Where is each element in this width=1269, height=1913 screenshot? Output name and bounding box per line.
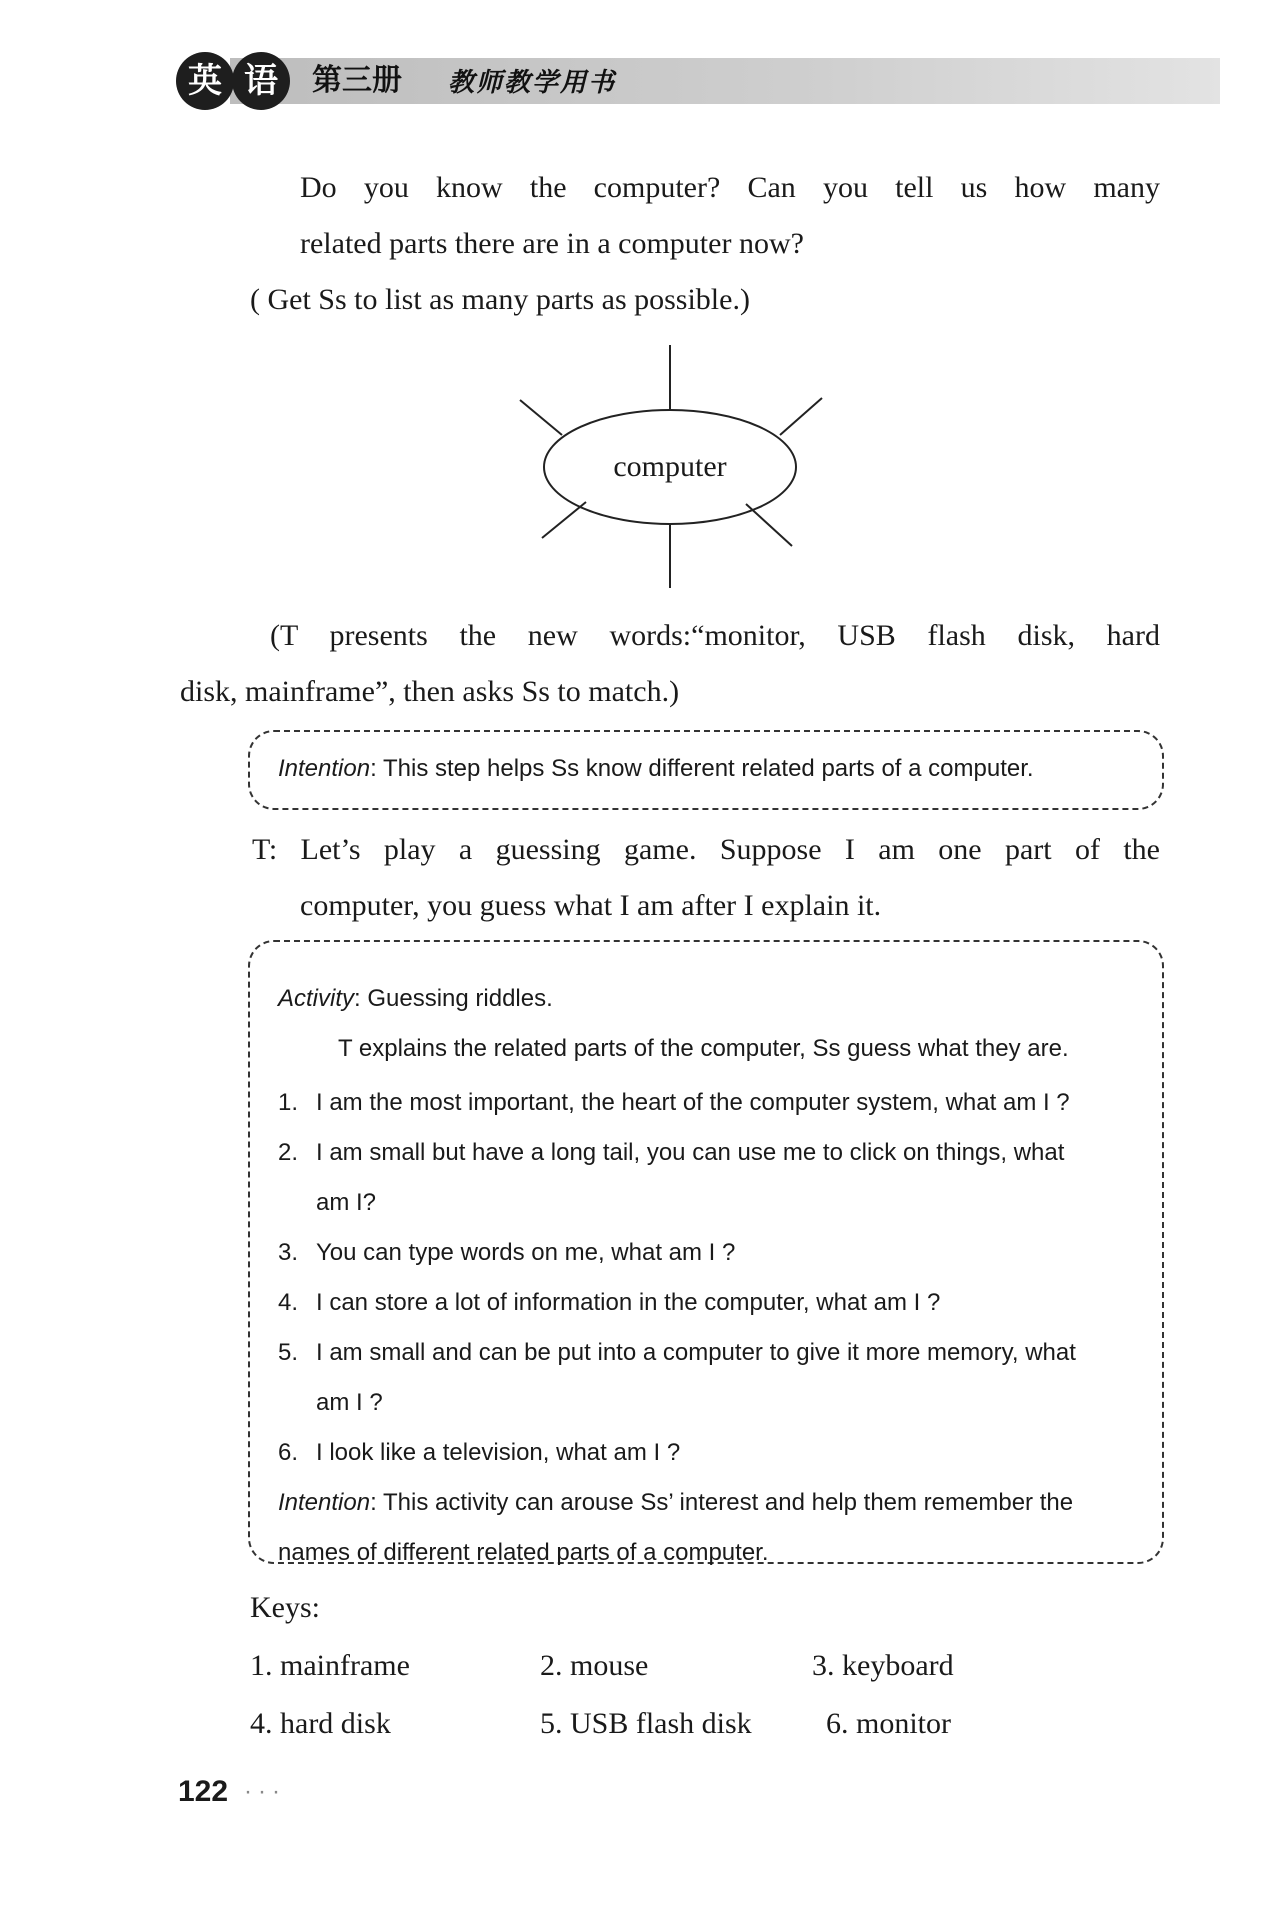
riddle-number: 1. bbox=[278, 1089, 299, 1116]
activity-intention bbox=[278, 1488, 1148, 1518]
riddle-6 bbox=[278, 1428, 1148, 1477]
riddle-text: I look like a television, what am I ? bbox=[316, 1439, 681, 1466]
header-badge-ying: 英 bbox=[176, 52, 234, 110]
riddle-text: You can type words on me, what am I ? bbox=[316, 1239, 736, 1266]
teacher-line-2: computer, you guess what I am after I explain it. bbox=[300, 889, 882, 922]
riddle-text: I am small but have a long tail, you can use me to click on things, what bbox=[316, 1139, 1065, 1166]
book-subtitle: 教师教学用书 bbox=[448, 68, 617, 98]
riddle-text: I am small and can be put into a computer to give it more memory, what bbox=[316, 1339, 1076, 1366]
intro-question bbox=[300, 160, 1160, 272]
riddle-2-continued: am I? bbox=[316, 1189, 377, 1216]
page-number: 122 bbox=[178, 1775, 229, 1808]
activity-intention-line-1: : This activity can arouse Ss’ interest and help them remember the bbox=[370, 1489, 1074, 1516]
riddle-5-continued: am I ? bbox=[316, 1389, 383, 1416]
mind-map-spoke-top-right bbox=[780, 398, 822, 435]
riddle-3 bbox=[278, 1228, 1148, 1277]
riddle-number: 6. bbox=[278, 1439, 299, 1466]
activity-label: Activity bbox=[278, 985, 355, 1012]
header-badge-yu: 语 bbox=[232, 52, 290, 110]
mind-map-spoke-top-left bbox=[520, 400, 562, 435]
riddle-text: I can store a lot of information in the computer, what am I ? bbox=[316, 1289, 941, 1316]
key-item-2: 2. mouse bbox=[540, 1649, 649, 1682]
activity-heading bbox=[278, 984, 1138, 1014]
riddle-4 bbox=[278, 1278, 1148, 1327]
book-volume-title: 第三册 bbox=[312, 63, 402, 98]
key-item-1: 1. mainframe bbox=[250, 1649, 410, 1682]
present-new-words bbox=[180, 608, 1160, 720]
activity-intention-label: Intention bbox=[278, 1489, 371, 1516]
present-line-1: (T presents the new words:“monitor, USB flash disk, hard bbox=[270, 619, 1160, 652]
keys-label: Keys: bbox=[250, 1591, 320, 1624]
activity-title: : Guessing riddles. bbox=[354, 985, 553, 1012]
present-line-2: disk, mainframe”, then asks Ss to match.) bbox=[180, 675, 680, 708]
intro-instruction: ( Get Ss to list as many parts as possible.) bbox=[250, 283, 750, 316]
riddle-number: 4. bbox=[278, 1289, 299, 1316]
activity-description: T explains the related parts of the computer, Ss guess what they are. bbox=[338, 1035, 1069, 1062]
riddle-number: 3. bbox=[278, 1239, 299, 1266]
key-item-5: 5. USB flash disk bbox=[540, 1707, 752, 1740]
riddle-text: I am the most important, the heart of the computer system, what am I ? bbox=[316, 1089, 1070, 1116]
intention-1-body: : This step helps Ss know different related parts of a computer. bbox=[370, 755, 1034, 782]
teacher-guessing-game bbox=[252, 822, 1160, 934]
activity-intention-line-2: names of different related parts of a computer. bbox=[278, 1539, 769, 1566]
mind-map-spoke-bottom-left bbox=[542, 502, 586, 538]
key-item-6: 6. monitor bbox=[826, 1707, 951, 1740]
riddle-5 bbox=[278, 1328, 1148, 1377]
key-item-4: 4. hard disk bbox=[250, 1707, 391, 1740]
intro-line-2: related parts there are in a computer now? bbox=[300, 227, 804, 260]
riddle-number: 5. bbox=[278, 1339, 299, 1366]
teacher-line-1: T: Let’s play a guessing game. Suppose I am one part of the bbox=[252, 833, 1160, 866]
intention-1-text bbox=[278, 754, 1138, 784]
mind-map-center-label: computer bbox=[613, 450, 727, 483]
intention-1-label: Intention bbox=[278, 755, 371, 782]
mind-map-spoke-bottom-right bbox=[746, 504, 792, 546]
intro-line-1: Do you know the computer? Can you tell us how many bbox=[300, 171, 1160, 204]
key-item-3: 3. keyboard bbox=[812, 1649, 954, 1682]
page-number-dots: ··· bbox=[244, 1778, 286, 1805]
riddle-2 bbox=[278, 1128, 1148, 1177]
riddle-1 bbox=[278, 1078, 1148, 1127]
riddle-number: 2. bbox=[278, 1139, 299, 1166]
